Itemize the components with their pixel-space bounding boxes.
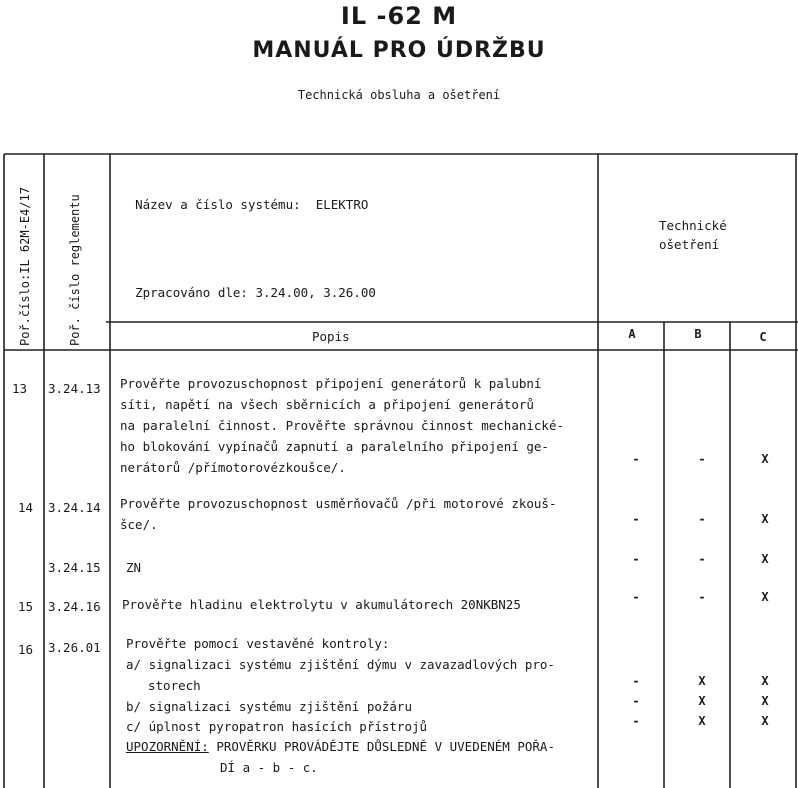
row-description-intro: Prověřte pomocí vestavěné kontroly: (126, 636, 390, 651)
row-regulation: 3.24.14 (48, 500, 101, 515)
row-description-line: Prověřte provozuschopnost připojení generátorů k palubní (120, 376, 542, 391)
mark-a: - (632, 694, 640, 708)
mark-c: X (761, 694, 769, 708)
row-description-line: nerátorů /přímotorovézkoušce/. (120, 460, 346, 475)
tech-maintenance-line2: ošetření (659, 237, 720, 252)
row-regulation: 3.26.01 (48, 640, 101, 655)
column-header-a: A (628, 327, 636, 341)
row-number: 15 (18, 599, 34, 614)
mark-c: X (761, 512, 769, 526)
column-header-popis: Popis (312, 329, 350, 344)
row-number: 16 (18, 642, 34, 657)
subitem-b-line: b/ signalizaci systému zjištění požáru (126, 699, 412, 714)
row-description-line: ho blokování vypínačů zapnutí a paralelního připojení ge- (120, 439, 549, 454)
mark-a: - (632, 590, 640, 604)
system-name-value: ELEKTRO (315, 197, 369, 212)
row-regulation: 3.24.13 (48, 381, 101, 396)
mark-a: - (632, 674, 640, 688)
mark-b: - (698, 512, 706, 526)
document-subtitle: MANUÁL PRO ÚDRŽBU (252, 38, 546, 63)
processed-value: 3.24.00, 3.26.00 (255, 285, 376, 300)
mark-b: X (698, 694, 706, 708)
mark-c: X (761, 674, 769, 688)
mark-c: X (761, 552, 769, 566)
processed-label: Zpracováno dle: (135, 285, 248, 300)
mark-a: - (632, 714, 640, 728)
warning-note-continued: DÍ a - b - c. (220, 760, 318, 775)
mark-b: X (698, 714, 706, 728)
document-title: IL -62 M (340, 2, 458, 30)
mark-a: - (632, 552, 640, 566)
row-description-line: ZN (126, 560, 142, 575)
document-number-label: Poř.číslo:IL 62M-E4/17 (18, 187, 32, 346)
warning-note (126, 737, 555, 756)
subitem-c-line: c/ úplnost pyropatron hasících přístrojů (126, 719, 428, 734)
column-header-c: C (759, 330, 767, 344)
row-number: 14 (18, 500, 34, 515)
mark-c: X (761, 452, 769, 466)
mark-b: - (698, 590, 706, 604)
document-section-title: Technická obsluha a ošetření (297, 88, 501, 102)
row-description-line: šce/. (120, 517, 158, 532)
warning-text: PROVĚRKU PROVÁDĚJTE DŮSLEDNĚ V UVEDENÉM POŘA- (208, 739, 555, 754)
mark-c: X (761, 590, 769, 604)
row-description-line: na paralelní činnost. Prověřte správnou činnost mechanické- (120, 418, 565, 433)
regulation-number-label: Poř. číslo reglementu (68, 194, 82, 346)
mark-c: X (761, 714, 769, 728)
processed-according (120, 264, 376, 302)
mark-a: - (632, 512, 640, 526)
warning-label: UPOZORNĚNÍ: (126, 739, 209, 754)
mark-b: X (698, 674, 706, 688)
subitem-a-line: a/ signalizaci systému zjištění dýmu v zavazadlových pro- (126, 657, 555, 672)
subitem-a-line: storech (148, 678, 201, 693)
column-header-b: B (694, 327, 702, 341)
tech-maintenance-line1: Technické (659, 218, 727, 233)
row-description-line: síti, napětí na všech sběrnicích a připojení generátorů (120, 397, 534, 412)
mark-b: - (698, 452, 706, 466)
row-description-line: Prověřte provozuschopnost usměrňovačů /při motorové zkouš- (120, 496, 557, 511)
row-regulation: 3.24.15 (48, 560, 101, 575)
mark-b: - (698, 552, 706, 566)
mark-a: - (632, 452, 640, 466)
row-number: 13 (12, 381, 28, 396)
system-name-label: Název a číslo systému: (135, 197, 301, 212)
row-regulation: 3.24.16 (48, 599, 101, 614)
system-name (120, 176, 368, 214)
row-description-line: Prověřte hladinu elektrolytu v akumulátorech 20NKBN25 (122, 597, 521, 612)
